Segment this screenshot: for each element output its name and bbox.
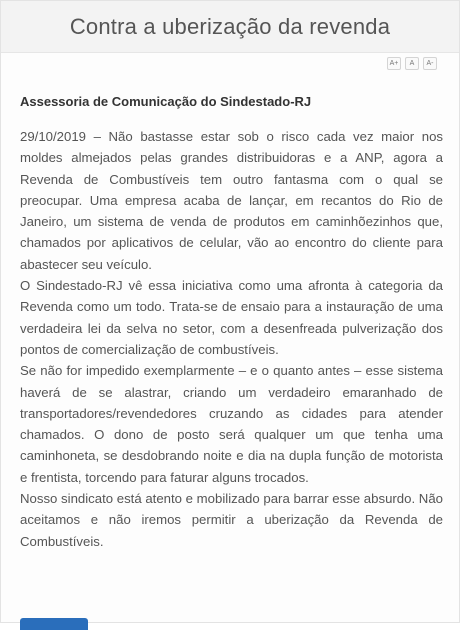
read-more-button[interactable] xyxy=(20,618,88,630)
reset-font-button[interactable]: A xyxy=(405,57,419,70)
font-size-tools xyxy=(387,57,437,70)
decrease-font-button[interactable]: A- xyxy=(423,57,437,70)
article-paragraph: Nosso sindicato está atento e mobilizado para barrar esse absurdo. Não aceitamos e não iremos permitir a uberização da Revenda de Combustíveis. xyxy=(20,491,443,549)
article-body xyxy=(20,126,443,552)
page-title: Contra a uberização da revenda xyxy=(69,13,391,39)
article-paragraph: 29/10/2019 – Não bastasse estar sob o risco cada vez maior nos moldes almejados pelas grandes distribuidoras e a ANP, agora a Revenda de Combustíveis tem outro fantasma com o qual se preocupar. Uma empresa acaba de lançar, em recantos do Rio de Janeiro, um sistema de venda de produtos em caminhõezinhos que, chamados por aplicativos de celular, vão ao encontro do cliente para abastecer seu veículo. xyxy=(20,129,443,272)
increase-font-button[interactable]: A+ xyxy=(387,57,401,70)
article-paragraph: Se não for impedido exemplarmente – e o quanto antes – esse sistema haverá de se alastrar, criando um verdadeiro emaranhado de transportadores/revendedores cruzando as cidades para atender chamados. O dono de posto será qualquer um que tenha uma caminhoneta, se desdobrando noite e dia na dupla função de motorista e frentista, torcendo para faturar alguns trocados. xyxy=(20,363,443,485)
article-author: Assessoria de Comunicação do Sindestado-RJ xyxy=(20,94,312,109)
title-bar xyxy=(1,1,459,53)
article-paragraph: O Sindestado-RJ vê essa iniciativa como uma afronta à categoria da Revenda como um todo. Trata-se de ensaio para a instauração de uma verdadeira lei da selva no setor, com a desenfreada pulverização dos pontos de comercialização de combustíveis. xyxy=(20,278,443,357)
